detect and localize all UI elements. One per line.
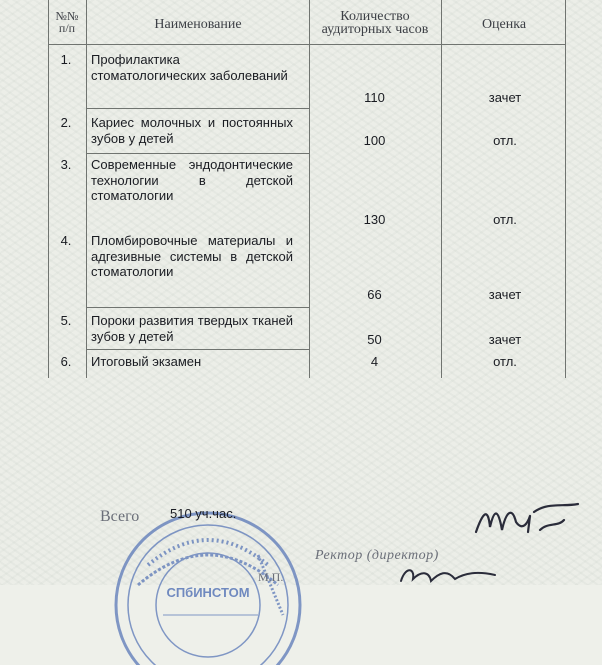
row-rule: [86, 307, 309, 308]
row-hours: 66: [367, 287, 382, 302]
row-hours: 100: [363, 133, 386, 148]
row-number: 5.: [60, 313, 72, 328]
row-rule: [86, 108, 309, 109]
header-num: №№ п/п: [55, 9, 79, 35]
row-rule: [86, 153, 309, 154]
table-divider-3: [441, 0, 442, 378]
row-number: 3.: [60, 157, 72, 172]
row-number: 2.: [60, 115, 72, 130]
row-grade: зачет: [488, 90, 522, 105]
row-grade: зачет: [488, 287, 522, 302]
row-number: 4.: [60, 233, 72, 248]
row-hours: 110: [364, 90, 385, 105]
table-border-left: [48, 0, 49, 378]
table-border-right: [565, 0, 566, 378]
row-number: 1.: [60, 52, 72, 67]
header-rule: [48, 44, 566, 45]
row-name: Итоговый экзамен: [91, 354, 202, 369]
table-divider-1: [86, 0, 87, 378]
seal-label: М.П.: [258, 570, 284, 584]
row-name: Пороки развития твердых тканей зубов у детей: [91, 313, 293, 344]
rector-signature: [468, 492, 588, 552]
header-hours: Количество аудиторных часов: [321, 9, 429, 37]
header-name: Наименование: [154, 17, 242, 32]
row-grade: отл.: [493, 354, 517, 369]
total-hours-value: 510 уч.час.: [170, 506, 237, 521]
row-hours: 50: [367, 332, 382, 347]
row-hours: 4: [370, 354, 379, 369]
row-name: Профилактика стоматологических заболеваний: [91, 52, 288, 83]
header-grade: Оценка: [481, 17, 527, 32]
second-signature: [395, 563, 505, 585]
total-label: Всего: [100, 508, 140, 525]
rector-label: Ректор (директор): [315, 548, 439, 563]
stamp-center-text: СПбИНСТОМ: [166, 585, 250, 600]
row-name: Пломбировочные материалы и адгезивные системы в детской стоматологии: [91, 233, 293, 279]
row-grade: отл.: [493, 212, 517, 227]
row-hours: 130: [363, 212, 386, 227]
row-name: Кариес молочных и постоянных зубов у детей: [91, 115, 293, 146]
row-name: Современные эндодонтические технологии в детской стоматологии: [91, 157, 293, 203]
row-number: 6.: [60, 354, 72, 369]
table-divider-2: [309, 0, 310, 378]
row-rule: [86, 349, 309, 350]
row-grade: зачет: [488, 332, 522, 347]
row-grade: отл.: [493, 133, 517, 148]
